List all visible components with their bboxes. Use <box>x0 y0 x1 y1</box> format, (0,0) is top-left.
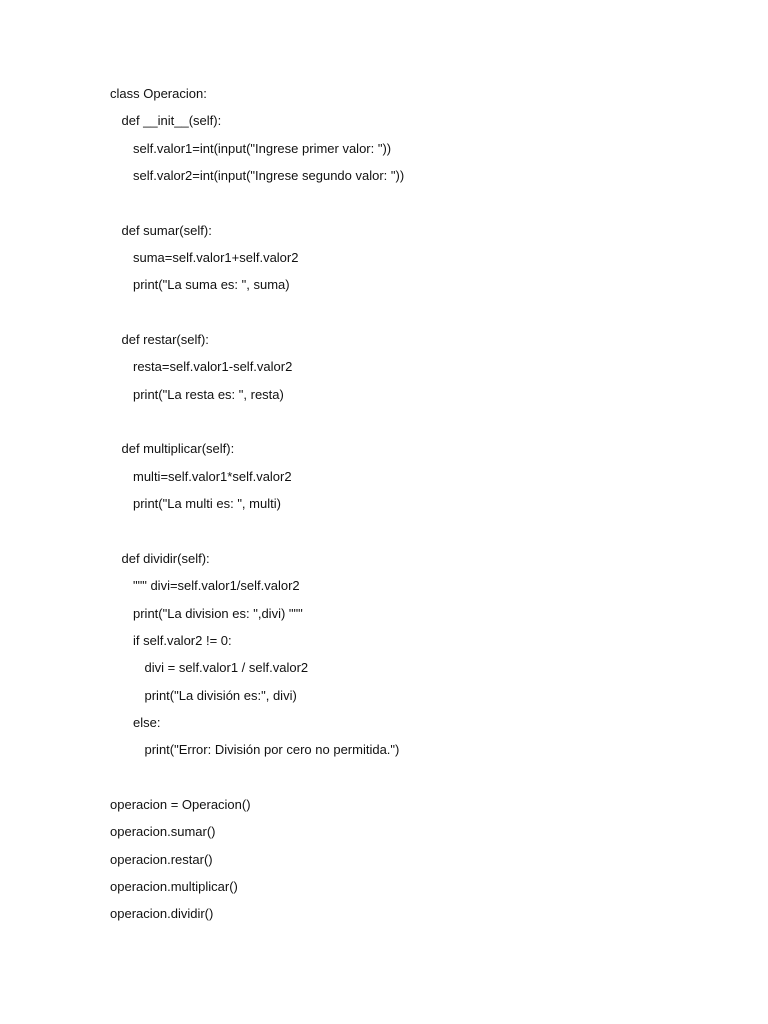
code-line: operacion.multiplicar() <box>110 878 238 894</box>
code-line: divi = self.valor1 / self.valor2 <box>144 660 309 676</box>
code-line: resta=self.valor1-self.valor2 <box>133 359 293 375</box>
code-line: multi=self.valor1*self.valor2 <box>133 468 292 484</box>
code-line: print("La resta es: ", resta) <box>133 386 284 402</box>
code-line: print("La división es:", divi) <box>144 687 297 703</box>
blank-line <box>110 522 404 549</box>
code-line: def __init__(self): <box>121 113 222 129</box>
code-line: def dividir(self): <box>121 550 210 566</box>
code-listing <box>110 84 404 932</box>
code-line: operacion = Operacion() <box>110 796 251 812</box>
code-line: print("Error: División por cero no permitida.") <box>144 742 400 758</box>
code-line: operacion.dividir() <box>110 906 214 922</box>
code-line: self.valor2=int(input("Ingrese segundo valor: ")) <box>133 168 405 184</box>
code-line: suma=self.valor1+self.valor2 <box>133 250 299 266</box>
code-line: print("La multi es: ", multi) <box>133 496 281 512</box>
code-line: else: <box>133 714 161 730</box>
blank-line <box>110 193 404 220</box>
code-line: class Operacion: <box>110 86 207 101</box>
code-line: self.valor1=int(input("Ingrese primer valor: ")) <box>133 140 392 156</box>
blank-line <box>110 303 404 330</box>
code-line: def restar(self): <box>121 332 209 348</box>
code-line: operacion.restar() <box>110 851 213 867</box>
code-line: print("La division es: ",divi) """ <box>133 605 303 621</box>
code-line: def multiplicar(self): <box>121 441 235 457</box>
blank-line <box>110 768 404 795</box>
code-line: print("La suma es: ", suma) <box>133 277 290 293</box>
blank-line <box>110 412 404 439</box>
code-line: operacion.sumar() <box>110 824 216 840</box>
code-line: if self.valor2 != 0: <box>133 632 232 648</box>
code-line: """ divi=self.valor1/self.valor2 <box>133 578 300 594</box>
code-line: def sumar(self): <box>121 222 212 238</box>
